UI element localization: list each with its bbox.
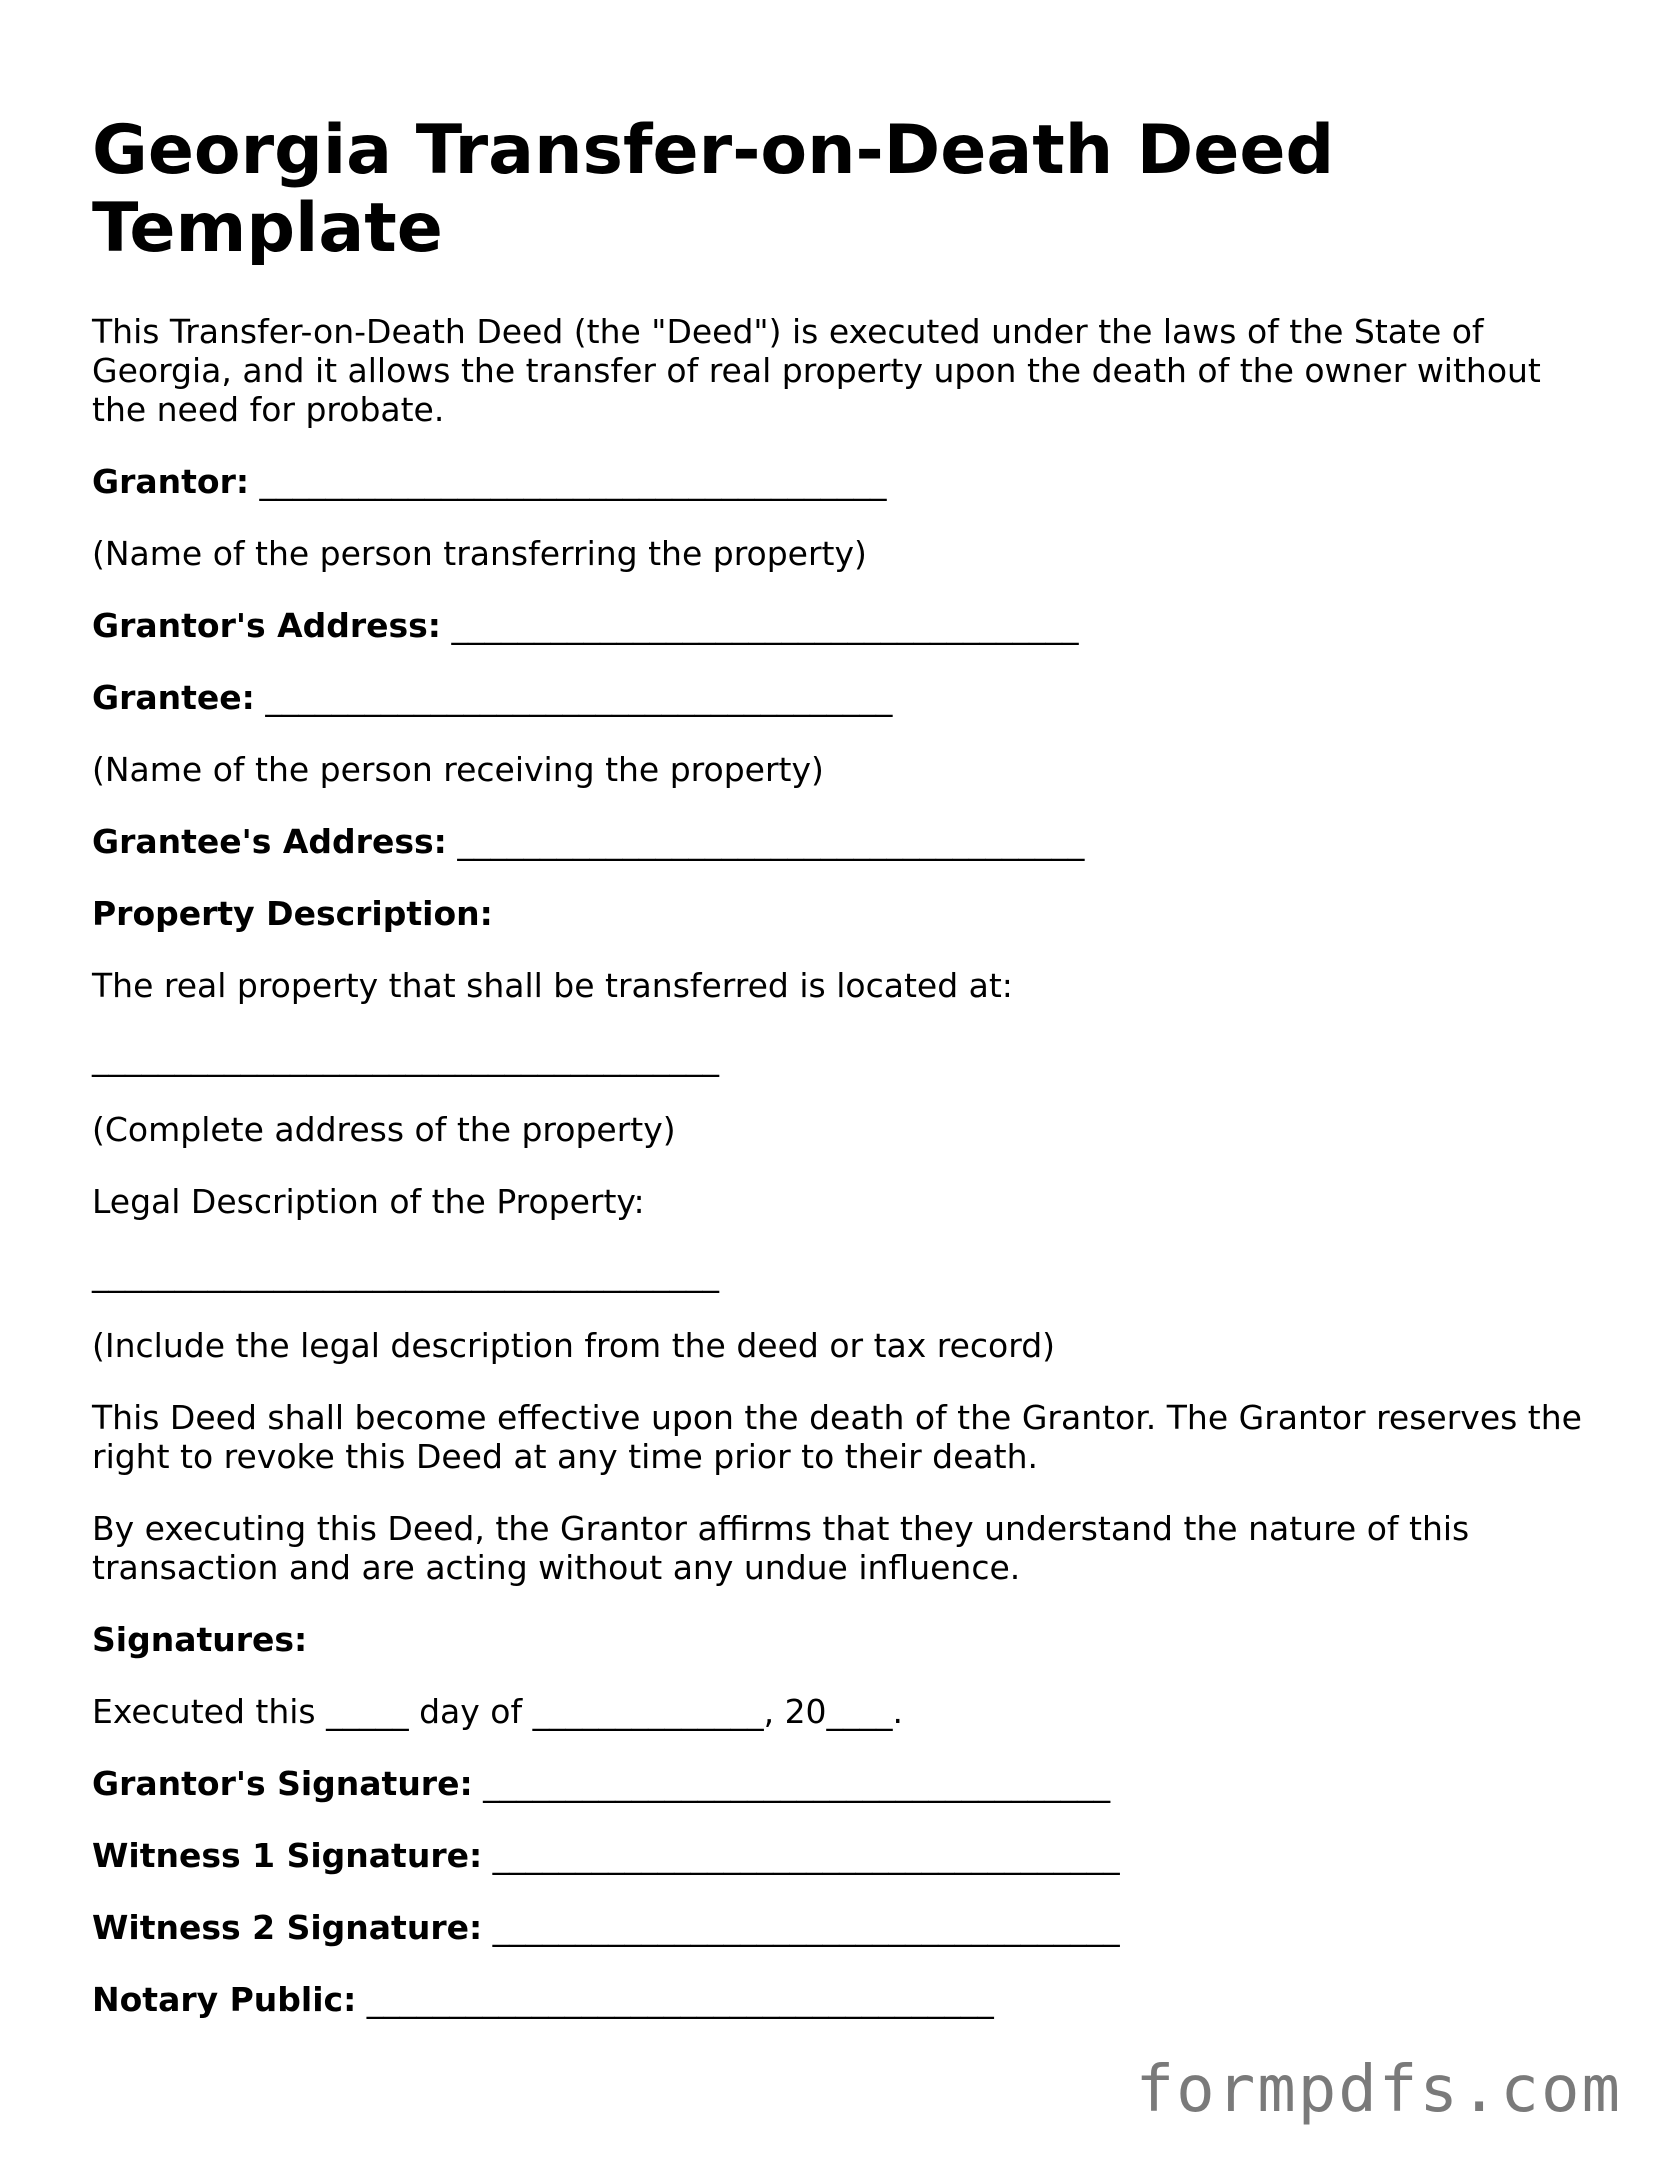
grantor-signature-blank[interactable]: ______________________________________ (483, 1764, 1111, 1803)
property-location-blank[interactable]: ______________________________________ (92, 1038, 719, 1077)
legal-description-blank[interactable]: ______________________________________ (92, 1254, 719, 1293)
witness1-signature-label: Witness 1 Signature: (92, 1836, 483, 1875)
grantee-label: Grantee: (92, 678, 255, 717)
grantor-label: Grantor: (92, 462, 250, 501)
grantee-address-line (92, 822, 1592, 861)
property-location-note: (Complete address of the property) (92, 1110, 676, 1149)
legal-description-label: Legal Description of the Property: (92, 1182, 645, 1221)
grantor-line (92, 462, 1592, 501)
grantor-address-blank[interactable]: ______________________________________ (451, 606, 1079, 645)
document-page (92, 112, 1592, 2019)
notary-label: Notary Public: (92, 1980, 357, 2019)
grantee-note: (Name of the person receiving the property) (92, 750, 824, 789)
watermark: formpdfs.com (1135, 2053, 1622, 2127)
grantor-note: (Name of the person transferring the property) (92, 534, 867, 573)
grantee-address-label: Grantee's Address: (92, 822, 447, 861)
property-heading: Property Description: (92, 894, 493, 933)
grantor-signature-line (92, 1764, 1592, 1803)
witness2-signature-blank[interactable]: ______________________________________ (492, 1908, 1120, 1947)
executed-line[interactable]: Executed this _____ day of ______________, 20____. (92, 1692, 904, 1731)
grantee-blank[interactable]: ______________________________________ (265, 678, 893, 717)
grantor-address-label: Grantor's Address: (92, 606, 441, 645)
grantor-blank[interactable]: ______________________________________ (259, 462, 887, 501)
document-title: Georgia Transfer-on-Death Deed Template (92, 111, 1335, 268)
notary-line (92, 1980, 1592, 2019)
grantor-address-line (92, 606, 1592, 645)
witness2-signature-line (92, 1908, 1592, 1947)
legal-description-note: (Include the legal description from the deed or tax record) (92, 1326, 1056, 1365)
affirm-paragraph: By executing this Deed, the Grantor affirms that they understand the nature of this transaction and are acting without any undue influence. (92, 1509, 1470, 1587)
witness2-signature-label: Witness 2 Signature: (92, 1908, 483, 1947)
notary-blank[interactable]: ______________________________________ (366, 1980, 994, 2019)
grantee-line (92, 678, 1592, 717)
effective-paragraph: This Deed shall become effective upon the death of the Grantor. The Grantor reserves the right to revoke this Deed at any time prior to their death. (92, 1398, 1582, 1476)
grantee-address-blank[interactable]: ______________________________________ (457, 822, 1085, 861)
witness1-signature-line (92, 1836, 1592, 1875)
intro-paragraph: This Transfer-on-Death Deed (the "Deed") is executed under the laws of the State of Georgia, and it allows the transfer of real property upon the death of the owner without the need for probate. (92, 312, 1541, 429)
signatures-heading: Signatures: (92, 1620, 308, 1659)
witness1-signature-blank[interactable]: ______________________________________ (492, 1836, 1120, 1875)
grantor-signature-label: Grantor's Signature: (92, 1764, 473, 1803)
property-location-text: The real property that shall be transferred is located at: (92, 966, 1013, 1005)
